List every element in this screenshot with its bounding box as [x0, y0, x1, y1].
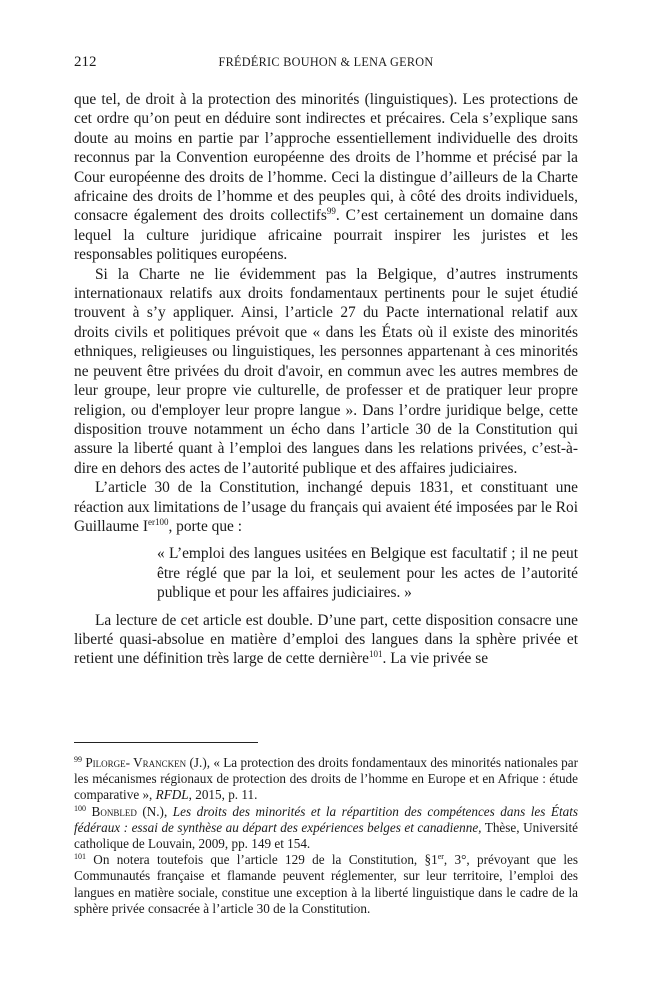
- paragraph-4-text-end: . La vie privée se: [382, 650, 489, 668]
- footnote-number: 99: [74, 755, 82, 764]
- page-number: 212: [74, 54, 97, 70]
- footnote-99: [74, 755, 578, 804]
- footnote-title: Les droits des minorités et la répartition des compétences dans les États fédéraux : essai de synthèse au départ des expériences belges et canadienne,: [74, 803, 578, 835]
- footnote-author: Pilorge- Vrancken: [85, 755, 187, 770]
- footnote-author: Bonbled: [91, 803, 137, 819]
- footnote-100: [74, 804, 578, 853]
- footnote-number: 101: [74, 852, 86, 862]
- footnote-text-end: , 3°, prévoyant que les Communautés française et flamande peuvent réglementer, sur leur territoire, l’emploi des langues en matière sociale, constitue une exception à la liberté linguistique dans le cadre de la sphère privée consacrée à l’article 30 de la Constitution.: [74, 852, 579, 916]
- paragraph-1-text-end: . C’est certainement un domaine dans lequel la culture juridique africaine pourrait inspirer les juristes et les responsables politiques européens.: [74, 207, 578, 264]
- footnote-ref-100[interactable]: er100: [147, 516, 169, 527]
- footnote-101: [74, 852, 578, 917]
- paragraph-3-text: L’article 30 de la Constitution, inchangé depuis 1831, et constituant une réaction aux limitations de l’usage du français qui avaient été imposées par le Roi Guillaume I: [74, 479, 578, 535]
- footnote-text: On notera toutefois que l’article 129 de la Constitution, §1: [86, 852, 438, 868]
- paragraph-3: [74, 478, 578, 536]
- paragraph-1-text: que tel, de droit à la protection des minorités (linguistiques). Les protections de cet ordre qu’on peut en déduire sont indirectes et précaires. Cela s’explique sans doute au moins en partie par l’approche essentiellement individuelle des droits reconnus par la Convention européenne des droits de l’homme et précisé par la Cour européenne des droits de l’homme. Ceci la distingue d’ailleurs de la Charte africaine des droits de l’homme et des peuples qui, à côté des droits individuels, consacre également des droits collectifs: [74, 91, 578, 225]
- footnotes: [74, 755, 578, 917]
- footnote-initial: (N.),: [136, 803, 173, 819]
- footnote-journal: RFDL: [155, 787, 189, 803]
- paragraph-2: Si la Charte ne lie évidemment pas la Belgique, d’autres instruments internationaux relatifs aux droits fondamentaux pertinents pour le sujet étudié trouvent à s’y appliquer. Ainsi, l’article 27 du Pacte international relatif aux droits civils et politiques prévoit que « dans les États où il existe des minorités ethniques, religieuses ou linguistiques, les personnes appartenant à ces minorités ne peuvent être privées du droit d'avoir, en commun avec les autres membres de leur groupe, leur propre vie culturelle, de professer et de pratiquer leur propre religion, ou d'employer leur propre langue ». Dans l’ordre juridique belge, cette disposition trouve notamment un écho dans l’article 30 de la Constitution qui assure la liberté quant à l’emploi des langues dans les relations privées, c’est-à-dire en dehors des actes de l’autorité publique et des affaires judiciaires.: [74, 265, 578, 477]
- main-text: [74, 90, 578, 669]
- page-header: [74, 54, 578, 74]
- footnote-number: 100: [74, 803, 86, 813]
- paragraph-1: [74, 90, 578, 265]
- footnote-ref-101[interactable]: 101: [369, 649, 383, 660]
- footnote-text: (J.), « La protection des droits fondamentaux des minorités nationales par les mécanismes régionaux de protection des droits de l’homme en Europe et en Afrique : étude comparative »,: [74, 755, 578, 803]
- footnote-superscript: er: [437, 852, 444, 862]
- paragraph-4-text: La lecture de cet article est double. D’une part, cette disposition consacre une liberté quasi-absolue en matière d’emploi des langues dans la sphère privée et retient une définition très large de cette dernière: [74, 611, 578, 668]
- paragraph-3-text-end: , porte que :: [168, 517, 242, 535]
- footnote-ref-99[interactable]: 99: [326, 206, 336, 217]
- footnote-text-end: Thèse, Université catholique de Louvain, 2009, pp. 149 et 154.: [74, 819, 579, 852]
- running-head: FRÉDÉRIC BOUHON & LENA GERON: [218, 55, 434, 69]
- block-quote: « L’emploi des langues usitées en Belgique est facultatif ; il ne peut être réglé que par la loi, et seulement pour les actes de l’autorité publique et pour les affaires judiciaires. »: [157, 545, 578, 602]
- footnote-separator: [74, 742, 258, 743]
- paragraph-4: [74, 611, 578, 669]
- footnote-text-end: , 2015, p. 11.: [188, 787, 258, 803]
